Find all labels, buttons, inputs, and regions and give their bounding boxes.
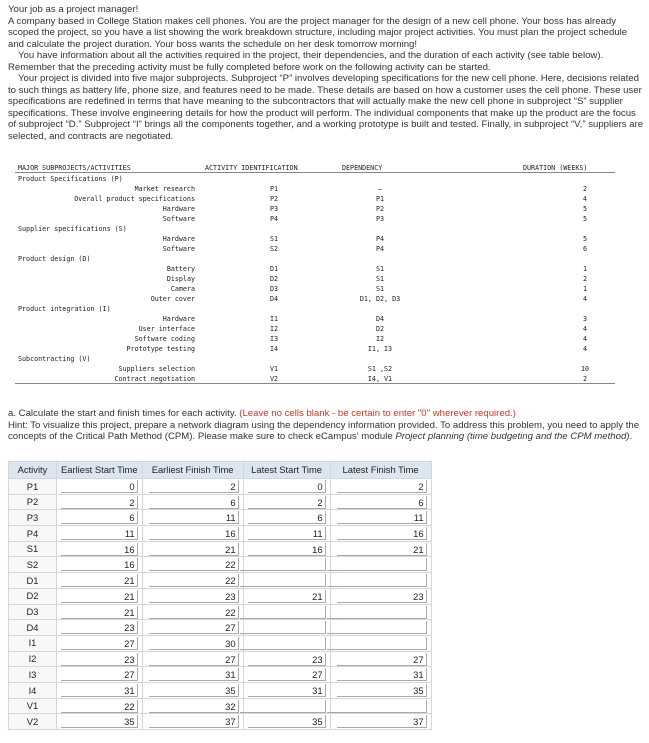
answer-cell: [243, 635, 330, 651]
answer-cell: [142, 541, 243, 557]
activity-name: Product Specifications (P): [18, 175, 123, 183]
activity-name: Display: [166, 275, 195, 283]
earliest-finish-input[interactable]: 27: [149, 621, 239, 634]
answer-row: [9, 510, 432, 526]
activity-name: User interface: [138, 325, 195, 333]
activity-spec-table: [15, 163, 615, 385]
answer-cell: [243, 526, 330, 542]
earliest-finish-input[interactable]: 6: [149, 496, 239, 509]
activity-dependency: S1: [375, 275, 385, 283]
header-activity-id: ACTIVITY IDENTIFICATION: [205, 164, 298, 172]
activity-name: Software: [162, 245, 195, 253]
answer-cell: [142, 651, 243, 667]
subproject-row: [15, 224, 615, 234]
activity-dependency: P2: [375, 205, 385, 213]
intro-paragraph: You have information about all the activities required in the project, their dependencies, and the duration of each activity (see table below). Remember that the preceding activity must be fully completed before work on the following activity can be started.: [8, 50, 604, 73]
activity-row: [15, 274, 615, 284]
activity-label: I2: [9, 651, 57, 667]
earliest-finish-input[interactable]: 31: [149, 668, 239, 681]
answer-row: [9, 651, 432, 667]
activity-id: S1: [270, 235, 279, 243]
earliest-finish-input[interactable]: 21: [149, 543, 239, 556]
activity-name: Outer cover: [150, 295, 195, 303]
subproject-row: [15, 254, 615, 264]
intro-paragraph: A company based in College Station makes cell phones. You are the project manager for the design of a new cell phone. Your boss has already scoped the project, so you have a list showing the work breakdown structure, including major project activities. You must plan the project schedule and calculate the project duration. Your boss wants the schedule on her desk tomorrow morning!: [8, 15, 628, 50]
activity-name: Hardware: [162, 205, 195, 213]
activity-label: P1: [9, 479, 57, 495]
earliest-start-input[interactable]: 6: [61, 511, 137, 524]
earliest-finish-input[interactable]: 27: [149, 653, 239, 666]
activity-dependency: D1, D2, D3: [359, 295, 401, 303]
answer-row: [9, 604, 432, 620]
activity-id: P2: [270, 195, 279, 203]
question-part-a: a. Calculate the start and finish times for each activity. (Leave no cells blank - be certain to enter "0" wherever required.): [8, 408, 516, 419]
earliest-start-input[interactable]: 27: [61, 668, 137, 681]
activity-label: D3: [9, 604, 57, 620]
activity-row: [15, 314, 615, 324]
activity-dependency: D4: [375, 315, 385, 323]
activity-name: Subcontracting (V): [18, 355, 91, 363]
activity-label: D4: [9, 620, 57, 636]
activity-label: V2: [9, 714, 57, 730]
latest-finish-input[interactable]: [327, 558, 427, 571]
earliest-finish-input[interactable]: 37: [149, 715, 239, 728]
answer-cell: [142, 588, 243, 604]
answer-cell: [243, 494, 330, 510]
activity-id: D4: [270, 295, 279, 303]
latest-start-input[interactable]: 27: [248, 668, 325, 681]
answer-cell: [243, 573, 330, 589]
activity-id: V2: [270, 375, 279, 383]
latest-finish-input[interactable]: 6: [337, 496, 427, 509]
answer-cell: [57, 573, 143, 589]
activity-duration: 4: [582, 325, 588, 333]
earliest-finish-input[interactable]: 35: [149, 684, 239, 697]
earliest-start-input[interactable]: 21: [61, 574, 137, 587]
subproject-row: [15, 354, 615, 364]
answer-row: [9, 573, 432, 589]
answer-cell: [142, 682, 243, 698]
answer-row: [9, 557, 432, 573]
answer-cell: [142, 557, 243, 573]
answer-row: [9, 620, 432, 636]
answer-cell: [330, 620, 431, 636]
activity-row: [15, 244, 615, 254]
question-hint: Hint: To visualize this project, prepare a network diagram using the dependency information provided. To address this problem, you need to apply the concepts of the Critical Path Method (CPM). Please make sure to check eCampus' module Project planning (time budgeting and the CPM method).: [8, 419, 640, 442]
answer-cell: [142, 510, 243, 526]
answer-row: [9, 635, 432, 651]
answer-row: [9, 588, 432, 604]
earliest-start-input[interactable]: 11: [61, 527, 137, 540]
answer-cell: [57, 620, 143, 636]
cpm-answer-table: [8, 461, 432, 730]
latest-finish-input[interactable]: 23: [337, 590, 427, 603]
activity-row: [15, 324, 615, 334]
activity-id: I2: [270, 325, 279, 333]
activity-row: [15, 344, 615, 354]
activity-dependency: I2: [375, 335, 385, 343]
activity-row: [15, 364, 615, 374]
earliest-start-input[interactable]: 35: [61, 715, 137, 728]
answer-cell: [243, 667, 330, 683]
activity-dependency: P3: [375, 215, 385, 223]
answer-cell: [142, 714, 243, 730]
answer-cell: [330, 682, 431, 698]
answer-cell: [57, 698, 143, 714]
activity-name: Software coding: [134, 335, 195, 343]
activity-row: [15, 214, 615, 224]
activity-dependency: P1: [375, 195, 385, 203]
earliest-start-input[interactable]: 2: [61, 496, 137, 509]
answer-cell: [57, 526, 143, 542]
answer-row: [9, 682, 432, 698]
answer-cell: [243, 651, 330, 667]
earliest-finish-input[interactable]: 30: [149, 637, 239, 650]
activity-duration: 4: [582, 295, 588, 303]
activity-label: D2: [9, 588, 57, 604]
answer-cell: [243, 557, 330, 573]
activity-id: I1: [270, 315, 279, 323]
activity-duration: 4: [582, 335, 588, 343]
activity-duration: 6: [582, 245, 588, 253]
problem-intro: [8, 4, 644, 142]
earliest-start-input[interactable]: 16: [61, 558, 137, 571]
header-activity: Activity: [9, 462, 57, 479]
activity-dependency: S1: [375, 265, 385, 273]
activity-id: S2: [270, 245, 279, 253]
header-duration: DURATION (WEEKS): [523, 164, 588, 172]
activity-dependency: D2: [375, 325, 385, 333]
answer-cell: [57, 541, 143, 557]
activity-dependency: P4: [375, 235, 385, 243]
activity-duration: 5: [582, 215, 588, 223]
latest-finish-input[interactable]: 27: [337, 653, 427, 666]
latest-finish-input[interactable]: [327, 637, 427, 650]
latest-start-input[interactable]: [240, 574, 326, 587]
answer-cell: [330, 479, 431, 495]
answer-cell: [57, 494, 143, 510]
answer-cell: [330, 557, 431, 573]
answer-cell: [330, 588, 431, 604]
header-latest-start: Latest Start Time: [243, 462, 330, 479]
subproject-row: [15, 304, 615, 314]
header-latest-finish: Latest Finish Time: [330, 462, 431, 479]
activity-row: [15, 194, 615, 204]
module-name: Project planning (time budgeting and the CPM method): [395, 431, 630, 442]
activity-label: S2: [9, 557, 57, 573]
answer-cell: [142, 479, 243, 495]
activity-name: Camera: [170, 285, 195, 293]
activity-name: Hardware: [162, 315, 195, 323]
activity-name: Overall product specifications: [74, 195, 195, 203]
answer-cell: [142, 604, 243, 620]
activity-id: P3: [270, 205, 279, 213]
activity-id: P1: [270, 185, 279, 193]
answer-cell: [330, 714, 431, 730]
activity-duration: 10: [580, 365, 590, 373]
earliest-finish-input[interactable]: 32: [149, 700, 239, 713]
earliest-finish-input[interactable]: 16: [149, 527, 239, 540]
answer-row: [9, 541, 432, 557]
answer-cell: [57, 651, 143, 667]
activity-duration: 2: [582, 185, 588, 193]
activity-id: D2: [270, 275, 279, 283]
activity-row: [15, 204, 615, 214]
earliest-finish-input[interactable]: 22: [149, 574, 239, 587]
activity-dependency: —: [377, 185, 383, 193]
answer-cell: [243, 714, 330, 730]
activity-dependency: S1: [375, 285, 385, 293]
latest-start-input[interactable]: [240, 700, 326, 713]
activity-duration: 3: [582, 315, 588, 323]
activity-duration: 5: [582, 235, 588, 243]
earliest-start-input[interactable]: 21: [61, 590, 137, 603]
answer-cell: [142, 698, 243, 714]
answer-cell: [330, 541, 431, 557]
answer-cell: [243, 510, 330, 526]
answer-cell: [57, 479, 143, 495]
latest-finish-input[interactable]: 31: [337, 668, 427, 681]
intro-heading: Your job as a project manager!: [8, 4, 139, 15]
answer-cell: [330, 667, 431, 683]
latest-start-input[interactable]: 11: [248, 527, 325, 540]
activity-id: I4: [270, 345, 279, 353]
latest-finish-input[interactable]: 35: [337, 684, 427, 697]
answer-cell: [142, 667, 243, 683]
activity-name: Market research: [134, 185, 195, 193]
intro-paragraph: Your project is divided into five major subprojects. Subproject “P” involves developing specifications for the new cell phone. Here, decisions related to such things as battery life, phone size, and features need to be made. These details are based on how a customer uses the cell phone. These user specifications are redefined in terms that have meaning to the subcontractors that will actually make the new cell phone in subproject “S” supplier specifications. These involve engineering details for how the product will perform. The individual components that make up the product are the focus of subproject “D.” Subproject “I” brings all the components together, and a working prototype is built and tested. Finally, in subproject “V,” suppliers are selected, and contracts are negotiated.: [8, 73, 644, 142]
earliest-start-input[interactable]: 16: [61, 543, 137, 556]
activity-label: I1: [9, 635, 57, 651]
answer-row: [9, 714, 432, 730]
latest-finish-input[interactable]: 37: [337, 715, 427, 728]
earliest-finish-input[interactable]: 23: [149, 590, 239, 603]
answer-row: [9, 698, 432, 714]
latest-finish-input[interactable]: [327, 700, 427, 713]
activity-duration: 4: [582, 345, 588, 353]
answer-cell: [243, 682, 330, 698]
latest-finish-input[interactable]: 11: [337, 511, 427, 524]
answer-row: [9, 479, 432, 495]
activity-dependency: I4, V1: [367, 375, 393, 383]
answer-cell: [330, 604, 431, 620]
earliest-start-input[interactable]: 27: [61, 637, 137, 650]
activity-name: Suppliers selection: [118, 365, 195, 373]
activity-name: Contract negotiation: [114, 375, 195, 383]
latest-finish-input[interactable]: 21: [337, 543, 427, 556]
latest-start-input[interactable]: 6: [248, 511, 325, 524]
earliest-start-input[interactable]: 22: [61, 700, 137, 713]
question-note: (Leave no cells blank - be certain to enter "0" wherever required.): [239, 408, 516, 419]
earliest-start-input[interactable]: 0: [61, 480, 137, 493]
answer-cell: [243, 620, 330, 636]
activity-name: Product integration (I): [18, 305, 111, 313]
activity-label: I3: [9, 667, 57, 683]
answer-cell: [330, 698, 431, 714]
activity-label: V1: [9, 698, 57, 714]
latest-start-input[interactable]: 23: [248, 653, 325, 666]
activity-duration: 1: [582, 285, 588, 293]
activity-name: Supplier specifications (S): [18, 225, 127, 233]
activity-name: Hardware: [162, 235, 195, 243]
latest-finish-input[interactable]: 2: [337, 480, 427, 493]
activity-dependency: P4: [375, 245, 385, 253]
activity-label: P4: [9, 526, 57, 542]
latest-finish-input[interactable]: [327, 606, 427, 619]
latest-finish-input[interactable]: [327, 574, 427, 587]
activity-row: [15, 294, 615, 304]
latest-start-input[interactable]: 21: [248, 590, 325, 603]
answer-cell: [57, 557, 143, 573]
answer-row: [9, 526, 432, 542]
answer-cell: [142, 620, 243, 636]
answer-cell: [243, 698, 330, 714]
activity-id: P4: [270, 215, 279, 223]
activity-label: D1: [9, 573, 57, 589]
latest-start-input[interactable]: [240, 637, 326, 650]
activity-id: D1: [270, 265, 279, 273]
latest-start-input[interactable]: 16: [248, 543, 325, 556]
activity-duration: 5: [582, 205, 588, 213]
earliest-start-input[interactable]: 31: [61, 684, 137, 697]
answer-cell: [330, 573, 431, 589]
header-earliest-start: Earliest Start Time: [57, 462, 143, 479]
answer-table-header: [9, 462, 432, 479]
header-earliest-finish: Earliest Finish Time: [142, 462, 243, 479]
earliest-start-input[interactable]: 23: [61, 653, 137, 666]
answer-cell: [142, 494, 243, 510]
subproject-row: [15, 174, 615, 184]
activity-name: Battery: [166, 265, 195, 273]
latest-start-input[interactable]: [240, 621, 326, 634]
activity-duration: 1: [582, 265, 588, 273]
activity-label: P3: [9, 510, 57, 526]
latest-start-input[interactable]: [240, 606, 326, 619]
latest-start-input[interactable]: 2: [248, 496, 325, 509]
answer-cell: [243, 541, 330, 557]
earliest-start-input[interactable]: 21: [61, 606, 137, 619]
activity-row: [15, 234, 615, 244]
activity-label: I4: [9, 682, 57, 698]
activity-duration: 4: [582, 195, 588, 203]
question-block: [8, 408, 644, 443]
latest-finish-input[interactable]: [327, 621, 427, 634]
earliest-finish-input[interactable]: 2: [149, 480, 239, 493]
activity-duration: 2: [582, 375, 588, 383]
answer-cell: [57, 588, 143, 604]
earliest-start-input[interactable]: 23: [61, 621, 137, 634]
activity-id: D3: [270, 285, 279, 293]
earliest-finish-input[interactable]: 11: [149, 511, 239, 524]
spec-table-header: [15, 163, 615, 173]
activity-row: [15, 264, 615, 274]
answer-row: [9, 667, 432, 683]
answer-cell: [330, 510, 431, 526]
header-subprojects: MAJOR SUBPROJECTS/ACTIVITIES: [18, 164, 131, 172]
header-dependency: DEPENDENCY: [342, 164, 383, 172]
latest-finish-input[interactable]: 16: [337, 527, 427, 540]
activity-dependency: S1 ,S2: [367, 365, 393, 373]
activity-row: [15, 284, 615, 294]
activity-duration: 2: [582, 275, 588, 283]
activity-id: V1: [270, 365, 279, 373]
answer-cell: [57, 682, 143, 698]
activity-dependency: I1, I3: [367, 345, 393, 353]
answer-cell: [142, 635, 243, 651]
answer-cell: [330, 494, 431, 510]
latest-start-input[interactable]: 0: [248, 480, 325, 493]
answer-row: [9, 494, 432, 510]
answer-cell: [330, 526, 431, 542]
activity-row: [15, 334, 615, 344]
earliest-finish-input[interactable]: 22: [149, 558, 239, 571]
answer-cell: [57, 510, 143, 526]
answer-cell: [243, 479, 330, 495]
latest-start-input[interactable]: 35: [248, 715, 325, 728]
latest-start-input[interactable]: 31: [248, 684, 325, 697]
answer-cell: [57, 635, 143, 651]
answer-cell: [243, 588, 330, 604]
answer-cell: [142, 573, 243, 589]
activity-row: [15, 184, 615, 194]
answer-cell: [330, 651, 431, 667]
answer-cell: [330, 635, 431, 651]
answer-cell: [142, 526, 243, 542]
latest-start-input[interactable]: [240, 558, 326, 571]
answer-cell: [57, 667, 143, 683]
activity-id: I3: [270, 335, 279, 343]
answer-cell: [57, 714, 143, 730]
answer-cell: [57, 604, 143, 620]
activity-label: S1: [9, 541, 57, 557]
activity-name: Software: [162, 215, 195, 223]
activity-label: P2: [9, 494, 57, 510]
activity-name: Prototype testing: [126, 345, 195, 353]
earliest-finish-input[interactable]: 22: [149, 606, 239, 619]
activity-name: Product design (D): [18, 255, 91, 263]
answer-cell: [243, 604, 330, 620]
